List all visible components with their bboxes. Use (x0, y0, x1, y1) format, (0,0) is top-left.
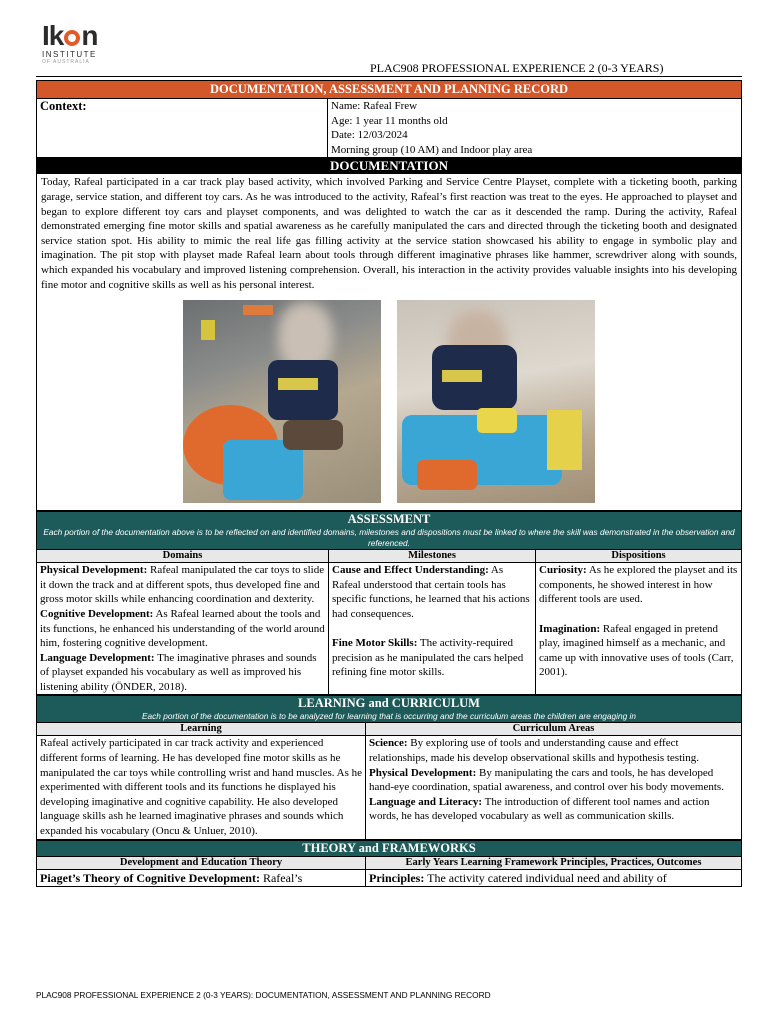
learning-header (37, 696, 742, 723)
context-label: Context: (37, 99, 328, 158)
dispositions-cell (536, 563, 742, 695)
curriculum-language: Language and Literacy: The introduction of different tool names and action words, he has developed vocabulary as well as communication skills. (369, 795, 710, 823)
domain-physical: Physical Development: Rafeal manipulated the car toys to slide it down the track and at different spots, thus developed fine and gross motor skills while enhancing coordination and dexterity. (40, 564, 325, 606)
page-footer: PLAC908 PROFESSIONAL EXPERIENCE 2 (0-3 YEARS): DOCUMENTATION, ASSESSMENT AND PLANNING RECORD (36, 990, 491, 1000)
dispositions-header: Dispositions (536, 550, 742, 563)
assessment-table (36, 511, 742, 695)
learning-table (36, 695, 742, 839)
observation-date: Date: 12/03/2024 (331, 129, 408, 142)
context-table (36, 80, 742, 511)
milestones-cell (329, 563, 536, 695)
domain-language: Language Development: The imaginative phrases and sounds of playset expanded his vocabulary as well as improved his listening ability (ÖNDER, 2018). (40, 651, 317, 693)
observation-setting: Morning group (10 AM) and Indoor play area (331, 143, 533, 156)
unit-title: PLAC908 PROFESSIONAL EXPERIENCE 2 (0-3 YEARS) (370, 61, 664, 75)
curriculum-science: Science: By exploring use of tools and understanding cause and effect relationships, made his develop observational skills and hypothesis testing. (369, 737, 699, 765)
milestone-cause-effect: Cause and Effect Understanding: As Rafeal understood that certain tools has specific functions, he learned that his actions had consequences. (332, 564, 530, 620)
eylf-col-header: Early Years Learning Framework Principles, Practices, Outcomes (366, 856, 742, 869)
activity-photo-1 (183, 300, 381, 503)
domains-cell (37, 563, 329, 695)
curriculum-physical: Physical Development: By manipulating the cars and tools, he has developed hand-eye coordination, spatial awareness, and control over his body movements. (369, 766, 724, 794)
assessment-title: ASSESSMENT (347, 512, 431, 527)
curriculum-cell (366, 736, 742, 839)
learning-subtitle: Each portion of the documentation is to be analyzed for learning that is occurring and the curriculum areas the children are engaging in (142, 711, 636, 722)
theory-col-header: Development and Education Theory (37, 856, 366, 869)
theory-table (36, 840, 742, 887)
curriculum-col-header: Curriculum Areas (366, 723, 742, 736)
header-rule (36, 76, 742, 77)
disposition-curiosity: Curiosity: As he explored the playset and its components, he showed interest in how different tools are used. (539, 564, 738, 606)
child-name: Name: Rafeal Frew (331, 100, 418, 112)
photo-row (41, 292, 737, 509)
theory-cell: Piaget’s Theory of Cognitive Development: Rafeal’s (37, 869, 366, 886)
logo-subtitle: INSTITUTE (42, 50, 97, 59)
domain-cognitive: Cognitive Development: As Rafeal learned about the tools and its functions, he enhanced his understanding of the world around him, fostering cognitive development. (40, 607, 325, 650)
eylf-cell: Principles: The activity catered individual need and ability of (366, 869, 742, 886)
child-age: Age: 1 year 11 months old (331, 114, 448, 127)
assessment-header (37, 512, 742, 550)
assessment-subtitle: Each portion of the documentation above is to be reflected on and identified domains, milestones and dispositions must be linked to where the skill was demonstrated in the observation and referenced. (43, 527, 735, 549)
institute-logo (42, 22, 112, 65)
theory-title: THEORY and FRAMEWORKS (302, 840, 476, 855)
theory-header (37, 840, 742, 856)
milestones-header: Milestones (329, 550, 536, 563)
learning-cell: Rafeal actively participated in car track activity and experienced different forms of learning. He has developed fine motor skills as he manipulated the car toys while controlling wrist and hand muscles. As he experimented with different tools and its functions he displayed his developing imaginative and cognitive capability. He also developed language skills ash he learned imaginative phrases and sounds which expanded his vocabulary (Oncu & Unluer, 2010). (37, 736, 366, 839)
domains-header: Domains (37, 550, 329, 563)
context-details (328, 99, 742, 158)
record-title: DOCUMENTATION, ASSESSMENT AND PLANNING RECORD (37, 81, 742, 99)
record-form (36, 80, 742, 887)
logo-subtitle-small: OF AUSTRALIA (42, 59, 90, 65)
activity-photo-2 (397, 300, 595, 503)
milestone-fine-motor: Fine Motor Skills: The activity-required precision as he manipulated the cars helped refining fine motor skills. (332, 637, 524, 679)
documentation-section (37, 174, 742, 511)
learning-title: LEARNING and CURRICULUM (298, 696, 480, 711)
logo-wordmark: Ik n (42, 20, 98, 51)
documentation-text: Today, Rafeal participated in a car track play based activity, which involved Parking and Service Centre Playset, complete with a ticketing booth, parking garage, service station, and different toy cars. As he was introduced to the activity, Rafeal’s first reaction was treat to the eyes. He approached to playset and began to explore different toy cars and playset components, and was delighted to watch the car as it descended the ramp. During the activity, Rafeal demonstrated emerging fine motor skills and spatial awareness as he carefully manipulated the cars and directed through the ticketing booth and designated service station spot. His ability to mimic the real life gas filling activity at the service station showcased his ability to engage in symbolic play and imagination. The pit stop with playset made Rafeal learn about tools through different imaginative phrases like hammer, screwdriver along with sounds, which expanded his vocabulary and improved listening comprehension. Overall, his interaction in the activity provides valuable insights into his developing fine motor and cognitive skills as well as his personal interest. (41, 176, 737, 291)
disposition-imagination: Imagination: Rafeal engaged in pretend play, imagined himself as a mechanic, and came up with innovative uses of tools (Carr, 2001). (539, 622, 734, 679)
documentation-title: DOCUMENTATION (37, 158, 742, 174)
learning-col-header: Learning (37, 723, 366, 736)
